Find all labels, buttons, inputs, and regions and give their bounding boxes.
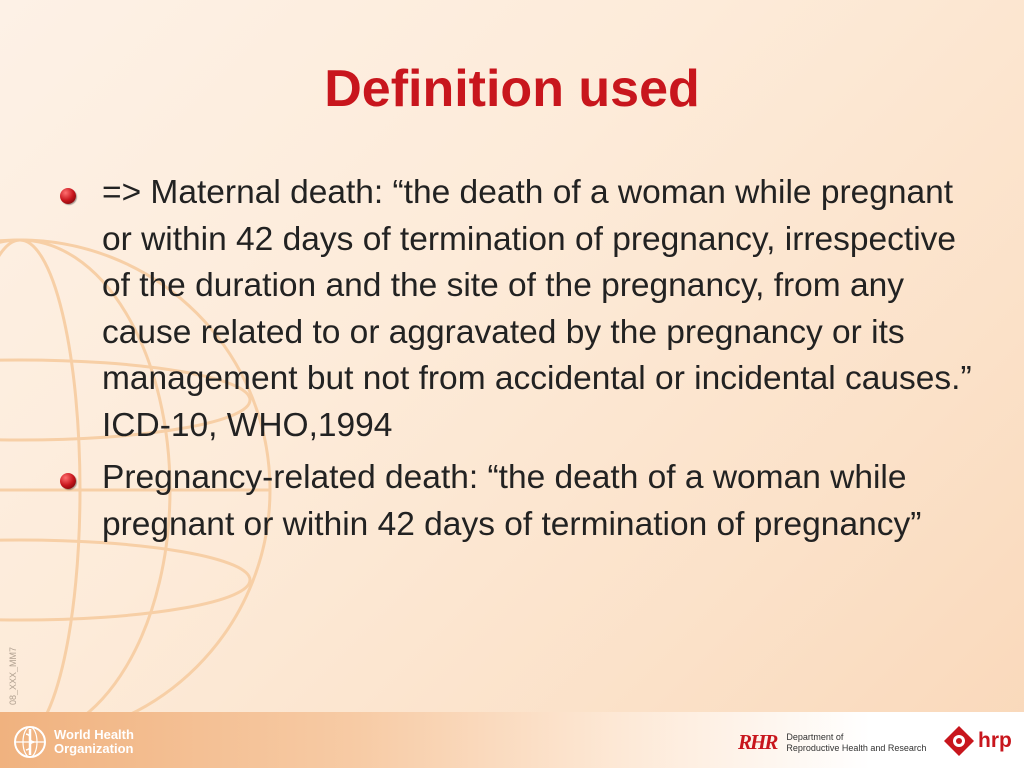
bullet-item [56,455,976,548]
bullet-icon [60,473,76,489]
slide-title: Definition used [324,60,700,118]
who-line-1: World Health [54,727,134,742]
who-wordmark [54,728,134,756]
slide-code: 08_XXX_MM7 [8,646,18,705]
bullet-text: Pregnancy-related death: “the death of a woman while pregnant or within 42 days of termination of pregnancy” [102,459,922,543]
who-logo [12,724,134,760]
rhr-mark: RHR [738,730,777,754]
footer-bar [0,712,1024,768]
bullet-item [56,170,976,449]
rhr-line-1: Department of [786,731,844,742]
hrp-logo [942,724,1012,758]
rhr-line-2: Reproductive Health and Research [786,742,927,753]
who-emblem-icon [12,724,48,760]
bullet-list [56,170,976,554]
bullet-icon [60,188,76,204]
hrp-wordmark: hrp [978,729,1012,752]
hrp-emblem-icon [942,724,976,758]
rhr-department-text [786,732,926,754]
rhr-logo [738,730,926,755]
who-line-2: Organization [54,741,134,756]
bullet-text: => Maternal death: “the death of a woman while pregnant or within 42 days of termination of pregnancy, irrespective of the duration and the site of the pregnancy, from any cause related to or aggravated by the pregnancy or its management but not from accidental or incidental causes.” ICD-10, WHO,1994 [102,174,972,444]
